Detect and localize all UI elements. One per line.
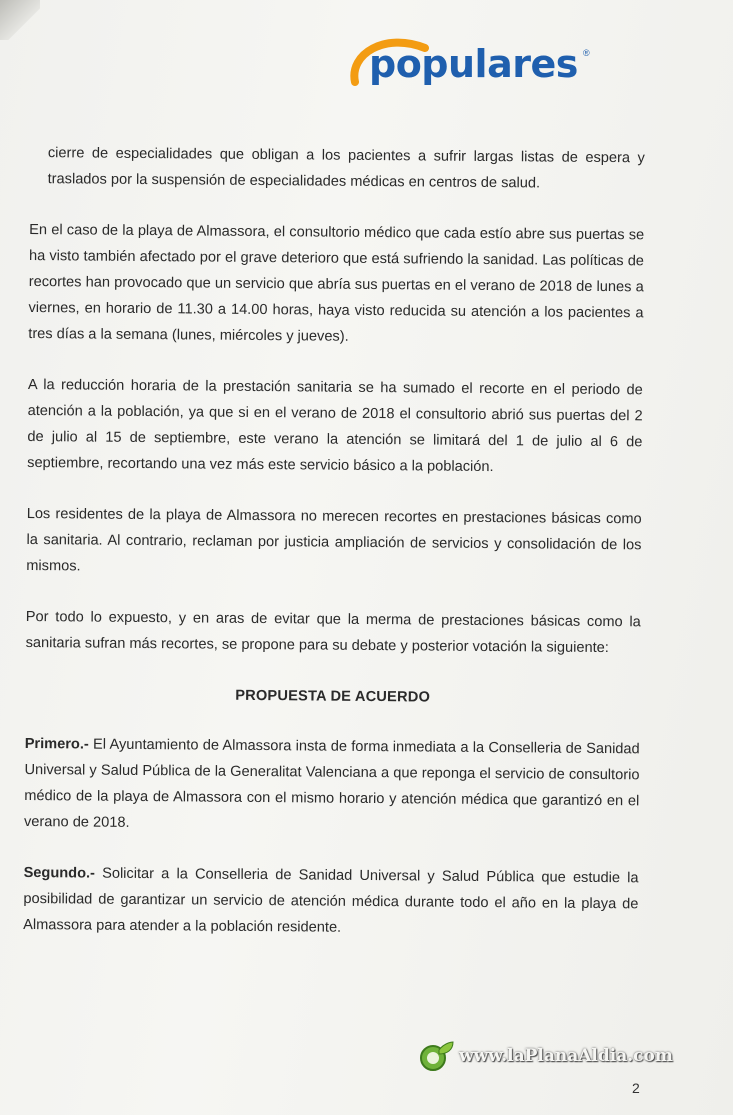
populares-logo [345, 28, 605, 98]
agreement-first-label: Primero.- [24, 735, 89, 753]
section-heading: PROPUESTA DE ACUERDO [235, 687, 431, 706]
agreement-first-text: El Ayuntamiento de Almassora insta de forma inmediata a la Conselleria de Sanidad Universal y Salud Pública de la Generalitat Valenciana a que reponga el servicio de consultorio médico de la playa de Almassora con el mismo horario y atención médica que garantizó en el verano de 2018. [23, 736, 640, 831]
agreement-first [24, 731, 640, 840]
page-corner-shadow [0, 0, 40, 40]
page-number: 2 [632, 1080, 640, 1096]
document-body [23, 140, 645, 968]
logo-registered-mark: ® [583, 48, 590, 58]
paragraph-1: cierre de especialidades que obligan a los pacientes a sufrir largas listas de espera y traslados por la suspensión de especialidades médicas en centros de salud. [47, 145, 645, 192]
paragraph-2: En el caso de la playa de Almassora, el consultorio médico que cada estío abre sus puertas se ha visto también afectado por el grave deterioro que está sufriendo la sanidad. Las políticas de recortes han provocado que un servicio que abría sus puertas en el verano de 2018 de lunes a viernes, en horario de 11.30 a 14.00 horas, haya visto reducida su atención a los pacientes a tres días a la semana (lunes, miércoles y jueves). [28, 221, 645, 345]
agreement-second-label: Segundo.- [23, 864, 96, 882]
watermark [417, 1040, 673, 1076]
logo-text: populares [369, 42, 578, 86]
green-leaf-icon [417, 1040, 455, 1074]
paragraph-4: Los residentes de la playa de Almassora no merecen recortes en prestaciones básicas como la sanitaria. Al contrario, reclaman por justicia ampliación de servicios y consolidación de los mismos. [26, 505, 642, 575]
agreement-second-text: Solicitar a la Conselleria de Sanidad Universal y Salud Pública que estudie la posibilidad de garantizar un servicio de atención médica durante todo el año en la playa de Almassora para atender a la población residente. [23, 865, 639, 936]
paragraph-3: A la reducción horaria de la prestación sanitaria se ha sumado el recorte en el periodo de atención a la población, ya que si en el verano de 2018 el consultorio abrió sus puertas del 2 de julio al 15 de septiembre, este verano la atención se limitará del 1 de julio al 6 de septiembre, recortando una vez más este servicio básico a la población. [27, 376, 643, 476]
watermark-text: www.laPlanaAldia.com [459, 1046, 673, 1066]
agreement-second [23, 860, 639, 943]
paragraph-5: Por todo lo expuesto, y en aras de evitar que la merma de prestaciones básicas como la sanitaria sufran más recortes, se propone para su debate y posterior votación la siguiente: [25, 608, 641, 657]
